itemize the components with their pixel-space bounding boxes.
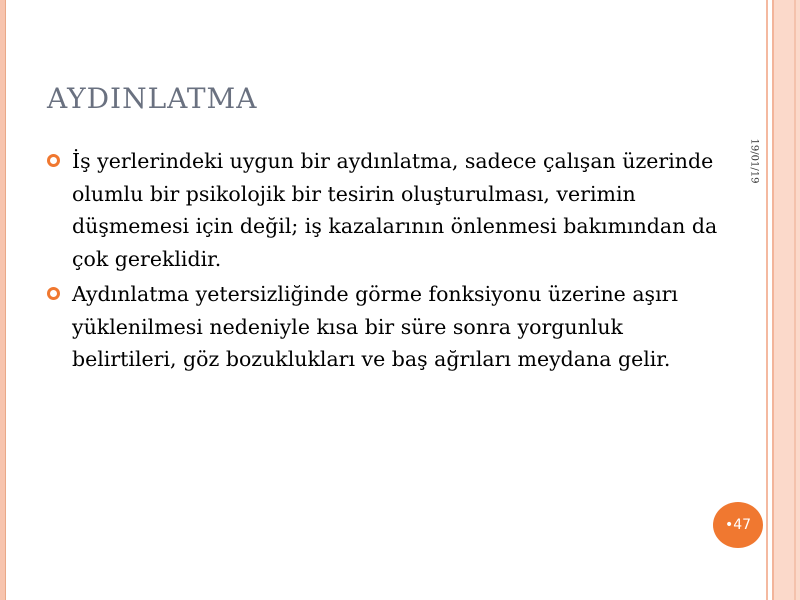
bullet-circle-icon (47, 154, 60, 167)
bullet-item (47, 145, 727, 275)
right-border-edge (794, 0, 796, 600)
page-number-badge (713, 502, 763, 548)
page-number-prefix: • (724, 517, 734, 533)
right-border-line (766, 0, 768, 600)
left-border-line (5, 0, 6, 600)
slide-title: AYDINLATMA (47, 82, 258, 115)
bullet-circle-icon (47, 287, 60, 300)
bullet-list (47, 145, 727, 379)
page-number: 47 (733, 517, 752, 533)
date-text: 19/01/19 (748, 138, 760, 184)
bullet-item (47, 278, 727, 376)
date-label (748, 133, 760, 193)
bullet-text: Aydınlatma yetersizliğinde görme fonksiyonu üzerine aşırı yüklenilmesi nedeniyle kısa bir süre sonra yorgunluk belirtileri, göz bozuklukları ve baş ağrıları meydana gelir. (72, 282, 678, 371)
bullet-text: İş yerlerindeki uygun bir aydınlatma, sadece çalışan üzerinde olumlu bir psikolojik bir tesirin oluşturulması, verimin düşmemesi için değil; iş kazalarının önlenmesi bakımından da çok gereklidir. (72, 149, 718, 271)
right-border-band-edge (772, 0, 774, 600)
